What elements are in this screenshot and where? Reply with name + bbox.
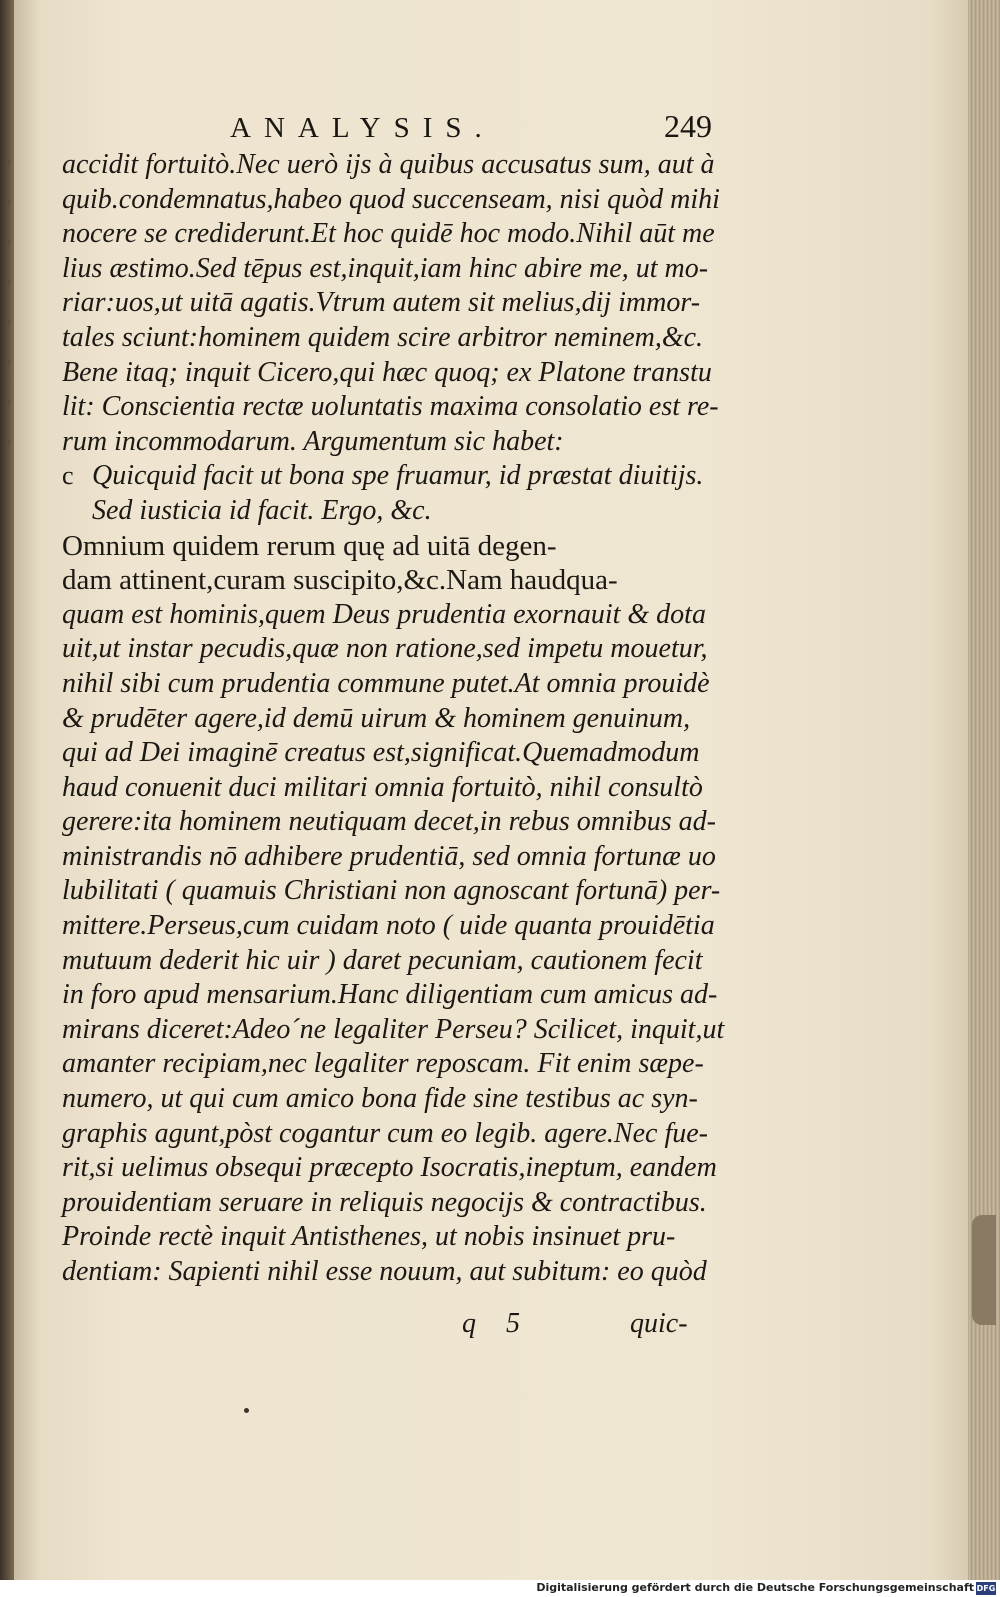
text-line: lit: Conscientia rectæ uoluntatis maxima consolatio est re- (62, 391, 719, 423)
running-header (212, 108, 712, 148)
text-block (62, 148, 725, 1290)
paragraph-line: lubilitati ( quamuis Christiani non agnoscant fortunā) per- (62, 875, 721, 907)
paragraph-line: nihil sibi cum prudentia commune putet.At omnia prouidè (62, 667, 710, 699)
paragraph-line: gerere:ita hominem neutiquam decet,in rebus omnibus ad- (62, 806, 716, 838)
page-number: 249 (664, 108, 712, 144)
digitization-credit: Digitalisierung gefördert durch die Deutsche Forschungsgemeinschaft (536, 1581, 974, 1594)
paragraph-line: dentiam: Sapienti nihil esse nouum, aut subitum: eo quòd (62, 1256, 707, 1287)
paragraph-line: prouidentiam seruare in reliquis negocijs & contractibus. (62, 1186, 707, 1218)
paragraph-line: ministrandis nō adhibere prudentiā, sed omnia fortunæ uo (62, 840, 716, 872)
paragraph-line: quam est hominis,quem Deus prudentia exornauit & dota (62, 598, 706, 630)
paragraph-line: graphis agunt,pòst cogantur cum eo legib. agere.Nec fue- (62, 1117, 708, 1149)
syllogism-line: Quicquid facit ut bona spe fruamur, id præstat diuitijs. (92, 460, 704, 492)
page-stack-edge (968, 0, 1000, 1580)
paragraph-line: Omnium quidem rerum quę ad uitā degen- (62, 529, 557, 562)
signature-letter: q (462, 1308, 476, 1339)
text-line: accidit fortuitò.Nec uerò ijs à quibus accusatus sum, aut à (62, 149, 715, 180)
signature-mark (462, 1308, 550, 1340)
text-line: lius æstimo.Sed tēpus est,inquit,iam hinc abire me, ut mo- (62, 252, 709, 284)
signature-number: 5 (506, 1308, 520, 1339)
ink-spot (244, 1408, 249, 1413)
clip-tab (972, 1215, 996, 1325)
paragraph-line: mirans diceret:Adeo´ne legaliter Perseu? Scilicet, inquit,ut (62, 1013, 725, 1045)
catchword: quic- (630, 1308, 688, 1339)
facing-page-marks (6, 160, 10, 460)
text-line: quib.condemnatus,habeo quod succenseam, nisi quòd mihi (62, 183, 720, 215)
text-line: rum incommodarum. Argumentum sic habet: (62, 425, 564, 457)
text-line: tales sciunt:hominem quidem scire arbitror neminem,&c. (62, 321, 704, 353)
paragraph-line: dam attinent,curam suscipito,&c.Nam haudqua- (62, 564, 618, 597)
paragraph-line: uit,ut instar pecudis,quæ non ratione,sed impetu mouetur, (62, 633, 708, 665)
paragraph-line: & prudēter agere,id demū uirum & hominem genuinum, (62, 702, 691, 734)
syllogism-line: Sed iusticia id facit. Ergo, &c. (92, 494, 432, 526)
paragraph-line: amanter recipiam,nec legaliter reposcam. Fit enim sæpe- (62, 1048, 704, 1080)
dfg-logo: DFG (976, 1584, 996, 1593)
text-line: Bene itaq; inquit Cicero,qui hæc quoq; ex Platone transtu (62, 356, 712, 388)
margin-letter: c (62, 461, 74, 490)
paragraph-line: rit,si uelimus obsequi præcepto Isocratis,ineptum, eandem (62, 1152, 717, 1184)
text-line: riar:uos,ut uitā agatis.Vtrum autem sit melius,dij immor- (62, 287, 701, 319)
paragraph-line: numero, ut qui cum amico bona fide sine testibus ac syn- (62, 1083, 698, 1115)
paragraph-line: haud conuenit duci militari omnia fortuitò, nihil consultò (62, 771, 703, 803)
paragraph-line: mittere.Perseus,cum cuidam noto ( uide quanta prouidētia (62, 910, 715, 942)
paragraph-line: Proinde rectè inquit Antisthenes, ut nobis insinuet pru- (62, 1221, 676, 1253)
paragraph-line: in foro apud mensarium.Hanc diligentiam cum amicus ad- (62, 979, 718, 1011)
running-title: ANALYSIS. (230, 112, 495, 144)
paragraph-line: qui ad Dei imaginē creatus est,significat.Quemadmodum (62, 737, 700, 769)
paragraph-line: mutuum dederit hic uir ) daret pecuniam, cautionem fecit (62, 944, 703, 976)
text-line: nocere se crediderunt.Et hoc quidē hoc modo.Nihil aūt me (62, 218, 715, 250)
